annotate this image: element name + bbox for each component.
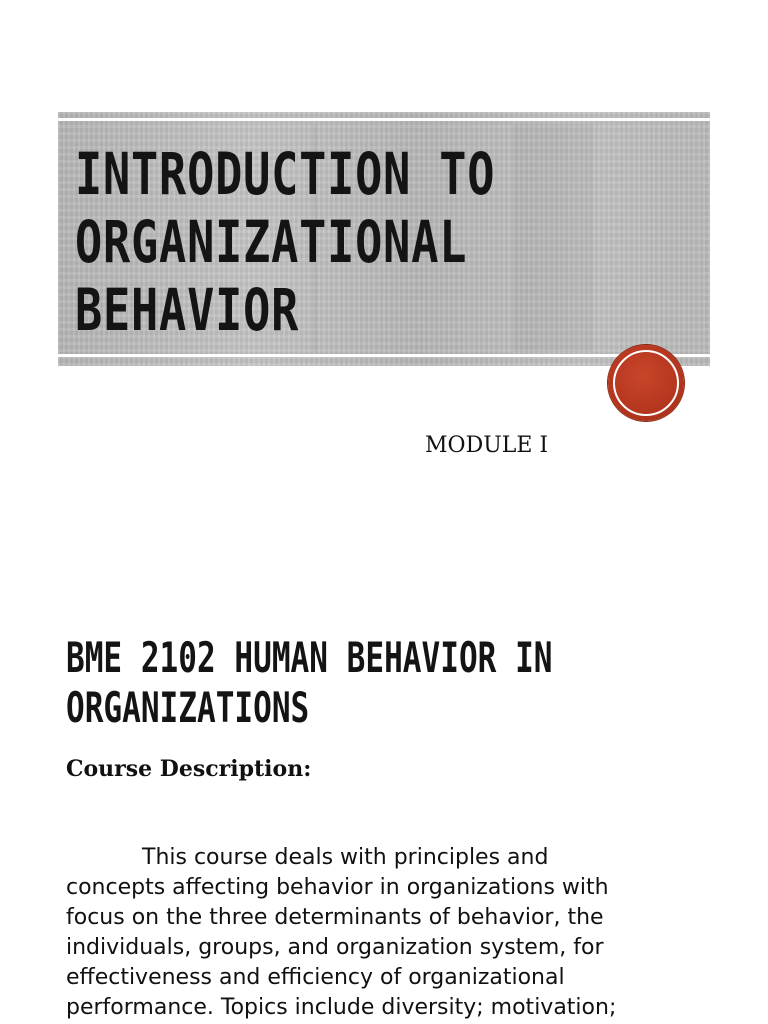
slide-title-line-3: BEHAVIOR xyxy=(75,276,300,344)
banner-texture-panel xyxy=(513,124,593,352)
course-description-label: Course Description: xyxy=(66,756,312,782)
course-heading-line-1: BME 2102 HUMAN BEHAVIOR IN xyxy=(66,633,553,682)
title-banner xyxy=(58,112,710,366)
description-line: effectiveness and efficiency of organizational xyxy=(66,965,565,990)
description-line: This course deals with principles and xyxy=(142,845,549,870)
course-heading xyxy=(66,633,553,733)
banner-bottom-rule xyxy=(58,354,710,357)
description-line: individuals, groups, and organization system, for xyxy=(66,935,604,960)
course-heading-line-2: ORGANIZATIONS xyxy=(66,683,310,732)
slide-title-line-1: INTRODUCTION TO xyxy=(75,140,496,208)
circle-ornament-ring xyxy=(613,350,679,416)
slide-title xyxy=(75,140,495,344)
slide-title-line-2: ORGANIZATIONAL xyxy=(75,208,468,276)
description-line: focus on the three determinants of behavior, the xyxy=(66,905,604,930)
course-description-text xyxy=(66,843,706,1023)
red-circle-ornament xyxy=(608,345,684,421)
banner-top-rule xyxy=(58,118,710,121)
slide-subtitle: MODULE I xyxy=(425,433,549,458)
description-line: performance. Topics include diversity; motivation; xyxy=(66,995,617,1020)
description-line: concepts affecting behavior in organizations with xyxy=(66,875,609,900)
